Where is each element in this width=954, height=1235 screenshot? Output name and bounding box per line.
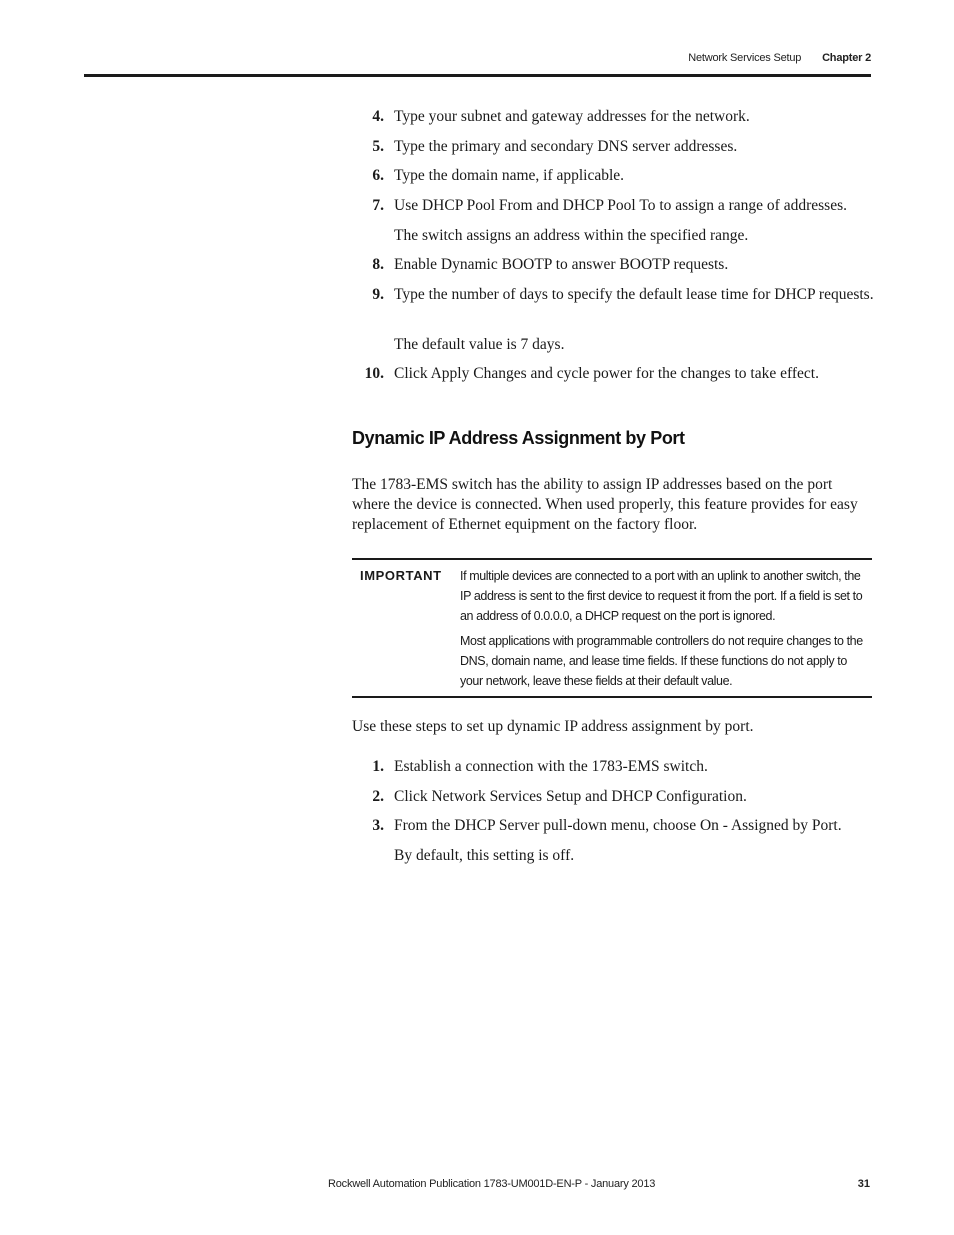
- step-text: Type the number of days to specify the default lease time for DHCP requests.: [394, 286, 874, 303]
- step-text: Click Apply Changes and cycle power for the changes to take effect.: [394, 365, 819, 382]
- step-number: 2.: [372, 788, 384, 805]
- step-number: 1.: [372, 758, 384, 775]
- step-text: Use DHCP Pool From and DHCP Pool To to assign a range of addresses.: [394, 197, 847, 214]
- important-paragraph: Most applications with programmable controllers do not require changes to the DNS, domain name, and lease time fields. If these functions do not apply to your network, leave these fields at their default value.: [460, 634, 863, 688]
- step-number: 8.: [372, 256, 384, 273]
- step-text: Type your subnet and gateway addresses for the network.: [394, 108, 750, 125]
- step-number: 5.: [372, 138, 384, 155]
- step-text: Type the primary and secondary DNS server addresses.: [394, 138, 738, 155]
- step-number: 7.: [372, 197, 384, 214]
- step-note: The switch assigns an address within the specified range.: [394, 227, 749, 244]
- page-number: 31: [857, 1178, 870, 1190]
- step-note: The default value is 7 days.: [394, 336, 565, 353]
- step-text: From the DHCP Server pull-down menu, choose On - Assigned by Port.: [394, 817, 842, 834]
- intro-paragraph: The 1783-EMS switch has the ability to assign IP addresses based on the port where the device is connected. When used properly, this feature provides for easy replacement of Ethernet equipment on the factory floor.: [352, 476, 858, 533]
- step-number: 10.: [364, 365, 384, 382]
- header-chapter-label: Chapter 2: [822, 52, 871, 64]
- step-number: 4.: [372, 108, 384, 125]
- step-text: Enable Dynamic BOOTP to answer BOOTP requests.: [394, 256, 729, 273]
- step-note: By default, this setting is off.: [394, 847, 575, 864]
- header-rule: [84, 74, 871, 77]
- section-heading: Dynamic IP Address Assignment by Port: [352, 428, 685, 448]
- step-text: Type the domain name, if applicable.: [394, 167, 625, 184]
- footer-publication: Rockwell Automation Publication 1783-UM001D-EN-P - January 2013: [328, 1178, 656, 1190]
- step-number: 9.: [372, 286, 384, 303]
- running-header: [688, 52, 871, 64]
- important-label: IMPORTANT: [360, 568, 442, 583]
- important-paragraph: If multiple devices are connected to a port with an uplink to another switch, the IP address is sent to the first device to request it from the port. If a field is set to an address of 0.0.0.0, a DHCP request on the port is ignored.: [460, 569, 863, 623]
- step-number: 6.: [372, 167, 384, 184]
- header-section-title: Network Services Setup: [688, 52, 802, 64]
- step-text: Establish a connection with the 1783-EMS switch.: [394, 758, 708, 775]
- step-text: Click Network Services Setup and DHCP Configuration.: [394, 788, 747, 805]
- important-callout: [352, 558, 872, 698]
- steps-intro: Use these steps to set up dynamic IP address assignment by port.: [352, 718, 754, 735]
- step-number: 3.: [372, 817, 384, 834]
